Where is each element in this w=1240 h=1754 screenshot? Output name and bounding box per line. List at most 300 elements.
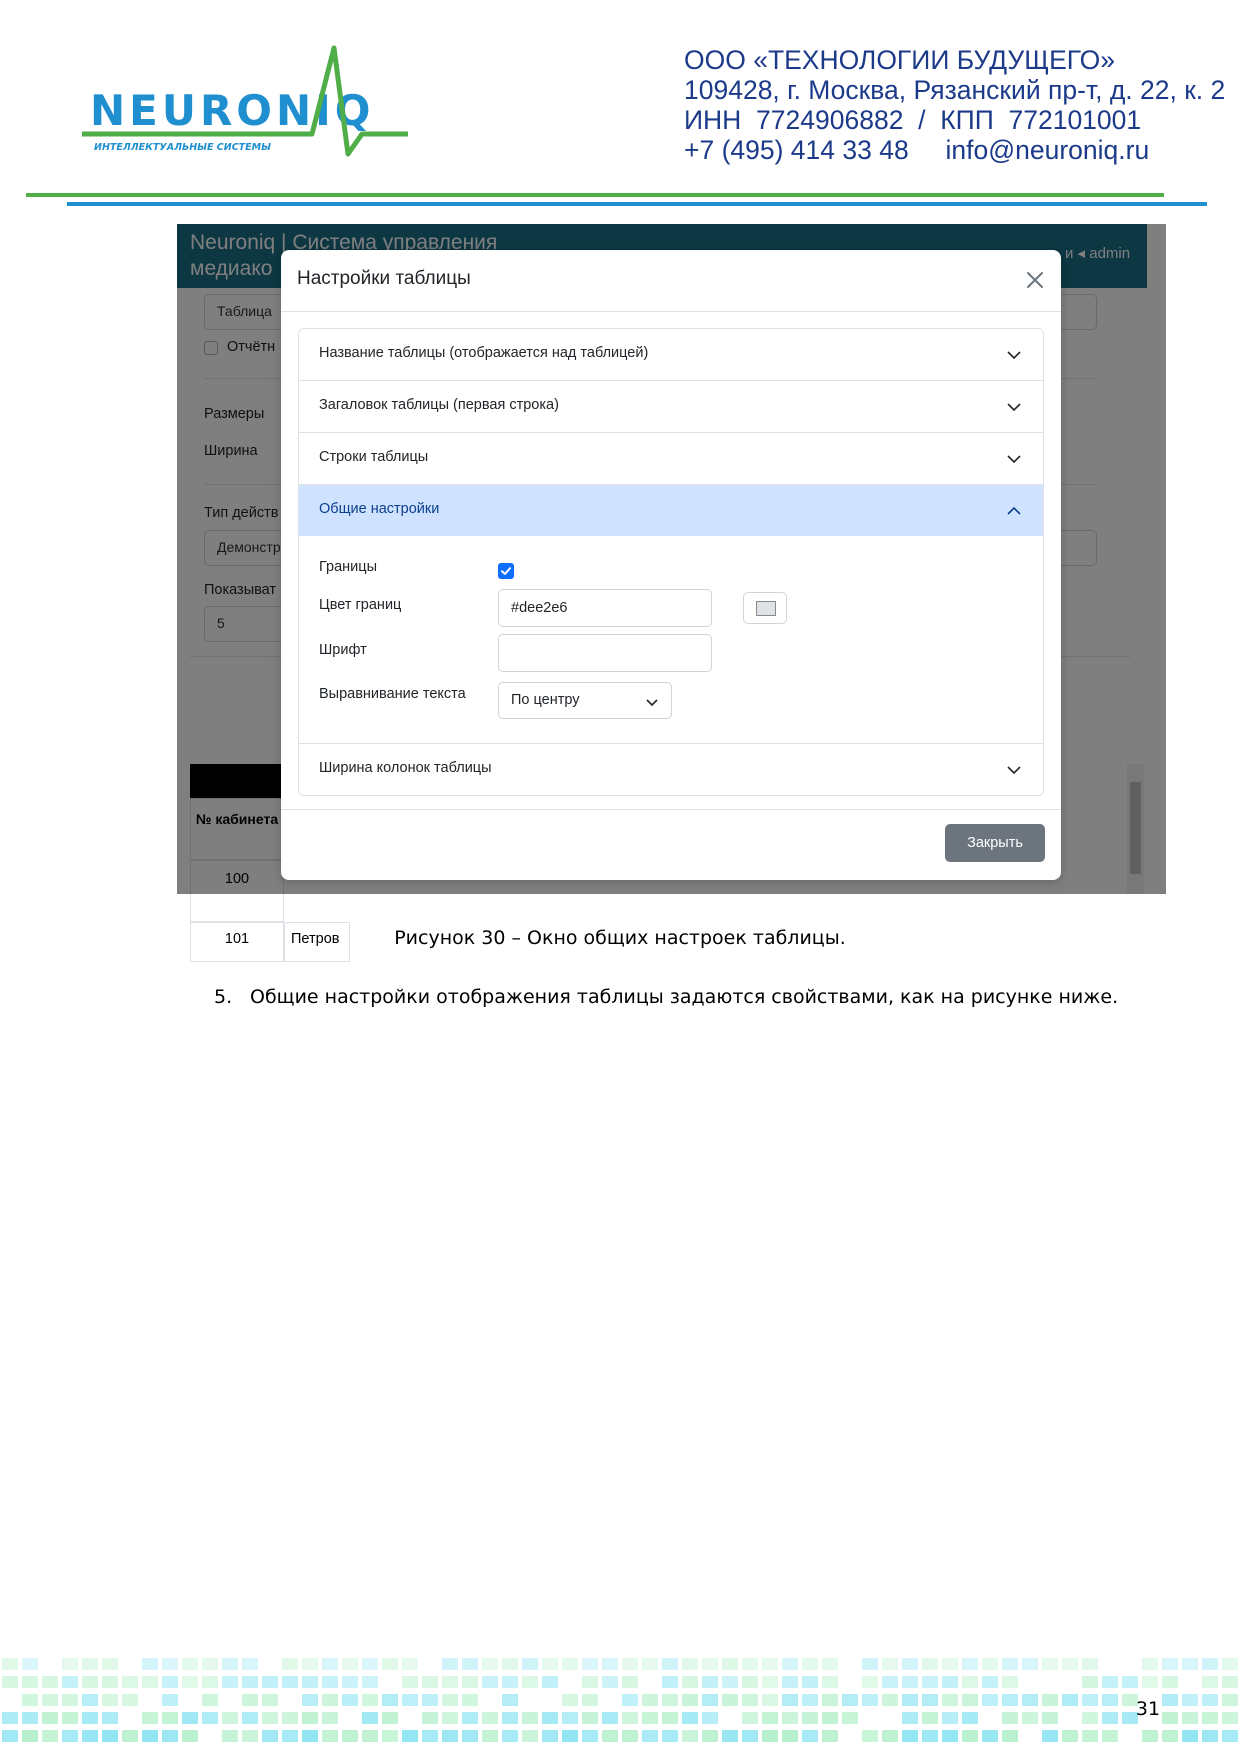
text-align-select[interactable] [498,682,672,719]
footer-square [942,1676,958,1688]
footer-square [782,1712,798,1724]
footer-square [182,1730,198,1742]
footer-square [962,1658,978,1670]
footer-square [1142,1676,1158,1688]
footer-square [422,1694,438,1706]
footer-square [402,1676,418,1688]
footer-square [842,1712,858,1724]
footer-square [642,1694,658,1706]
footer-square [1082,1694,1098,1706]
footer-square [1002,1694,1018,1706]
footer-square [1082,1676,1098,1688]
footer-square [102,1694,118,1706]
footer-square [562,1694,578,1706]
footer-square [802,1730,818,1742]
footer-square [1182,1730,1198,1742]
footer-square [202,1694,218,1706]
footer-square [362,1658,378,1670]
text-align-value: По центру [511,692,580,708]
list-number: 5. [214,986,233,1008]
footer-square [922,1676,938,1688]
footer-square [322,1676,338,1688]
footer-square [1142,1730,1158,1742]
footer-square [562,1730,578,1742]
accordion-label: Название таблицы (отображается над таблицей) [319,345,649,361]
numbered-list-item [214,986,1118,1008]
footer-square [2,1730,18,1742]
footer-square [442,1676,458,1688]
footer-square [242,1658,258,1670]
footer-square [882,1730,898,1742]
footer-square [762,1712,778,1724]
footer-square [322,1712,338,1724]
color-swatch [756,601,776,616]
footer-square [322,1730,338,1742]
footer-square [122,1730,138,1742]
footer-square [582,1676,598,1688]
footer-square [962,1712,978,1724]
footer-square [502,1730,518,1742]
footer-decoration [0,1650,1240,1754]
text-align-label: Выравнивание текста [319,686,466,702]
footer-square [282,1730,298,1742]
footer-square [962,1676,978,1688]
modal-footer [281,809,1061,880]
footer-square [622,1676,638,1688]
footer-square [1042,1694,1058,1706]
footer-square [702,1730,718,1742]
footer-square [382,1658,398,1670]
footer-square [982,1730,998,1742]
footer-square [882,1676,898,1688]
footer-square [642,1730,658,1742]
footer-square [342,1658,358,1670]
footer-square [222,1658,238,1670]
footer-square [262,1712,278,1724]
footer-square [1202,1712,1218,1724]
footer-square [142,1712,158,1724]
footer-square [82,1676,98,1688]
footer-square [822,1712,838,1724]
logo-wordmark: NEURONIQ [90,86,375,135]
footer-square [462,1730,478,1742]
footer-square [702,1676,718,1688]
footer-square [922,1730,938,1742]
footer-square [462,1694,478,1706]
footer-square [582,1730,598,1742]
footer-square [822,1730,838,1742]
footer-square [1082,1712,1098,1724]
footer-square [1162,1658,1178,1670]
footer-square [1182,1658,1198,1670]
footer-square [882,1694,898,1706]
close-button[interactable]: Закрыть [945,824,1045,862]
footer-square [1202,1676,1218,1688]
footer-square [1222,1658,1238,1670]
footer-square [182,1658,198,1670]
footer-square [62,1712,78,1724]
footer-square [102,1676,118,1688]
footer-square [162,1694,178,1706]
figure-caption: Рисунок 30 – Окно общих настроек таблицы. [394,927,846,949]
footer-square [142,1658,158,1670]
footer-square [702,1658,718,1670]
footer-square [102,1658,118,1670]
accordion-label: Загаловок таблицы (первая строка) [319,397,559,413]
footer-square [902,1712,918,1724]
accordion-item-table-rows [299,433,1043,485]
footer-square [462,1676,478,1688]
footer-square [962,1694,978,1706]
footer-square [1102,1712,1118,1724]
borders-label: Границы [319,559,377,575]
footer-square [42,1676,58,1688]
footer-square [262,1730,278,1742]
footer-square [722,1658,738,1670]
footer-square [482,1730,498,1742]
font-input[interactable] [498,634,712,672]
footer-square [902,1694,918,1706]
footer-square [862,1658,878,1670]
footer-square [1002,1730,1018,1742]
footer-square [302,1694,318,1706]
company-address: 109428, г. Москва, Рязанский пр-т, д. 22, к. 2 [684,75,1226,105]
accordion-item-table-name [299,329,1043,381]
footer-square [1082,1658,1098,1670]
footer-square [682,1658,698,1670]
border-color-label: Цвет границ [319,597,402,613]
footer-square [642,1658,658,1670]
footer-square [902,1658,918,1670]
footer-square [402,1694,418,1706]
footer-square [1162,1676,1178,1688]
footer-square [542,1730,558,1742]
close-icon [1021,266,1049,294]
footer-square [842,1694,858,1706]
border-color-input[interactable] [498,589,712,627]
checkmark-icon [498,563,514,579]
footer-square [762,1694,778,1706]
table-cell-number: 101 [190,922,284,962]
footer-square [562,1658,578,1670]
footer-square [602,1658,618,1670]
footer-square [242,1712,258,1724]
footer-square [162,1712,178,1724]
footer-square [582,1712,598,1724]
footer-square [1222,1694,1238,1706]
footer-square [782,1730,798,1742]
footer-square [962,1730,978,1742]
footer-square [822,1694,838,1706]
footer-square [1222,1676,1238,1688]
footer-square [302,1676,318,1688]
footer-square [1002,1676,1018,1688]
chevron-down-icon [1005,761,1023,779]
accordion-header-column-widths[interactable] [299,744,1043,795]
footer-square [22,1694,38,1706]
footer-square [742,1676,758,1688]
footer-square [1022,1712,1038,1724]
footer-square [442,1712,458,1724]
footer-square [222,1712,238,1724]
company-details [684,45,1225,165]
footer-square [622,1730,638,1742]
accordion-label: Строки таблицы [319,449,429,465]
header-rule-blue [67,202,1207,206]
footer-square [82,1694,98,1706]
footer-square [62,1658,78,1670]
footer-square [342,1730,358,1742]
footer-square [522,1712,538,1724]
footer-square [1002,1658,1018,1670]
footer-square [1222,1712,1238,1724]
footer-square [302,1658,318,1670]
footer-square [1062,1730,1078,1742]
footer-square [682,1730,698,1742]
footer-square [922,1712,938,1724]
accordion-label: Ширина колонок таблицы [319,760,492,776]
footer-square [162,1676,178,1688]
footer-square [742,1730,758,1742]
footer-square [262,1694,278,1706]
footer-square [822,1658,838,1670]
footer-square [942,1658,958,1670]
footer-square [1082,1730,1098,1742]
borders-checkbox[interactable] [498,563,514,579]
footer-square [62,1676,78,1688]
footer-square [542,1676,558,1688]
footer-square [502,1694,518,1706]
footer-square [622,1694,638,1706]
footer-square [342,1676,358,1688]
footer-square [982,1694,998,1706]
footer-square [82,1712,98,1724]
accordion-header-table-name[interactable] [299,329,1043,380]
footer-square [742,1694,758,1706]
footer-square [422,1730,438,1742]
footer-square [1122,1676,1138,1688]
accordion-header-general-settings[interactable] [299,485,1043,536]
footer-square [942,1694,958,1706]
footer-square [1042,1712,1058,1724]
footer-square [542,1658,558,1670]
footer-square [622,1658,638,1670]
footer-square [602,1676,618,1688]
company-logo [80,46,410,161]
footer-square [182,1676,198,1688]
footer-square [282,1712,298,1724]
footer-square [762,1730,778,1742]
footer-square [1102,1730,1118,1742]
footer-square [602,1712,618,1724]
footer-square [102,1730,118,1742]
footer-square [582,1658,598,1670]
footer-square [982,1676,998,1688]
footer-square [262,1676,278,1688]
accordion-label: Общие настройки [319,501,440,517]
footer-square [742,1658,758,1670]
border-color-picker[interactable] [743,592,787,624]
footer-square [942,1712,958,1724]
footer-square [522,1730,538,1742]
footer-square [982,1658,998,1670]
footer-square [382,1694,398,1706]
footer-square [742,1712,758,1724]
footer-square [762,1658,778,1670]
footer-square [342,1694,358,1706]
footer-square [382,1730,398,1742]
footer-square [1062,1658,1078,1670]
footer-square [782,1658,798,1670]
footer-square [302,1712,318,1724]
footer-square [1042,1658,1058,1670]
footer-square [482,1712,498,1724]
footer-square [42,1712,58,1724]
footer-square [202,1676,218,1688]
footer-square [722,1676,738,1688]
company-contacts: +7 (495) 414 33 48 info@neuroniq.ru [684,135,1150,165]
footer-square [502,1712,518,1724]
accordion-header-table-header[interactable] [299,381,1043,432]
footer-square [2,1658,18,1670]
footer-square [522,1676,538,1688]
chevron-down-icon [1005,398,1023,416]
footer-square [422,1676,438,1688]
footer-square [242,1694,258,1706]
footer-square [462,1712,478,1724]
footer-square [322,1658,338,1670]
footer-square [1042,1730,1058,1742]
footer-square [1062,1694,1078,1706]
footer-square [802,1712,818,1724]
footer-square [282,1676,298,1688]
footer-square [242,1730,258,1742]
footer-square [1142,1658,1158,1670]
footer-square [1102,1676,1118,1688]
footer-square [662,1676,678,1688]
footer-square [782,1676,798,1688]
accordion-item-general-settings [299,485,1043,744]
footer-square [662,1694,678,1706]
table-settings-modal [281,250,1061,880]
modal-header [281,250,1061,312]
footer-square [582,1694,598,1706]
footer-square [162,1730,178,1742]
footer-square [22,1712,38,1724]
footer-square [362,1730,378,1742]
chevron-up-icon [1005,502,1023,520]
footer-square [902,1676,918,1688]
footer-square [1222,1730,1238,1742]
footer-square [442,1730,458,1742]
footer-square [182,1712,198,1724]
accordion-item-table-header [299,381,1043,433]
footer-square [782,1694,798,1706]
footer-square [462,1658,478,1670]
footer-square [82,1730,98,1742]
footer-square [642,1712,658,1724]
footer-square [42,1694,58,1706]
footer-square [502,1658,518,1670]
footer-square [122,1694,138,1706]
footer-square [202,1658,218,1670]
company-tax-ids: ИНН 7724906882 / КПП 772101001 [684,105,1142,135]
footer-square [202,1712,218,1724]
modal-close-button[interactable] [1021,266,1049,294]
page-number: 31 [1135,1698,1161,1720]
footer-square [82,1658,98,1670]
footer-square [282,1658,298,1670]
footer-square [722,1694,738,1706]
footer-square [362,1694,378,1706]
footer-square [862,1730,878,1742]
footer-square [922,1694,938,1706]
footer-square [482,1676,498,1688]
footer-square [442,1658,458,1670]
chevron-down-icon [1005,450,1023,468]
footer-square [482,1658,498,1670]
footer-square [702,1712,718,1724]
footer-square [762,1676,778,1688]
footer-square [882,1658,898,1670]
footer-square [662,1712,678,1724]
footer-square [422,1712,438,1724]
footer-square [2,1712,18,1724]
footer-square [142,1730,158,1742]
footer-square [1022,1694,1038,1706]
footer-square [242,1676,258,1688]
accordion-header-table-rows[interactable] [299,433,1043,484]
footer-square [102,1712,118,1724]
chevron-down-icon [645,695,659,709]
footer-square [362,1676,378,1688]
footer-square [382,1712,398,1724]
footer-square [62,1694,78,1706]
font-label: Шрифт [319,642,367,658]
footer-square [802,1658,818,1670]
footer-square [302,1730,318,1742]
footer-square [922,1658,938,1670]
header-rule-green [26,193,1164,197]
accordion-item-column-widths [299,744,1043,795]
footer-square [2,1676,18,1688]
footer-square [702,1694,718,1706]
footer-square [522,1658,538,1670]
footer-square [442,1694,458,1706]
footer-square [402,1658,418,1670]
footer-square [1182,1694,1198,1706]
footer-square [822,1676,838,1688]
footer-square [682,1712,698,1724]
footer-square [402,1730,418,1742]
footer-square [142,1676,158,1688]
footer-square [862,1676,878,1688]
footer-square [22,1676,38,1688]
logo-tagline: ИНТЕЛЛЕКТУАЛЬНЫЕ СИСТЕМЫ [94,142,271,153]
footer-square [662,1658,678,1670]
footer-square [802,1694,818,1706]
footer-square [1182,1712,1198,1724]
footer-square [542,1712,558,1724]
footer-square [222,1676,238,1688]
footer-square [22,1658,38,1670]
footer-square [1002,1712,1018,1724]
footer-square [662,1730,678,1742]
table-cell-name: Петров [284,922,350,962]
footer-square [42,1730,58,1742]
footer-square [682,1694,698,1706]
footer-square [602,1730,618,1742]
